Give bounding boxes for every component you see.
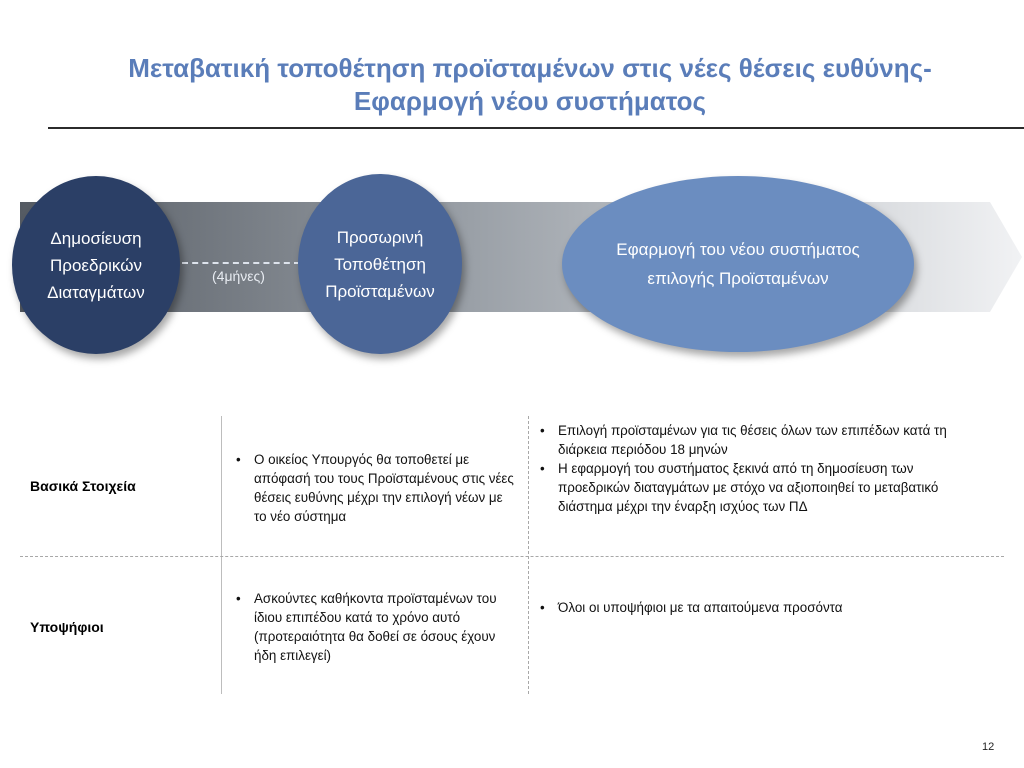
table-row-divider [20,556,1004,557]
connector-dashed-line [182,262,300,264]
step-1-line-3: Διαταγμάτων [47,282,145,302]
step-2-line-2: Τοποθέτηση [334,254,426,274]
slide-title-line-1: Μεταβατική τοποθέτηση προϊσταμένων στις νέες θέσεις ευθύνης- [128,53,932,83]
step-temporary-placement-circle [298,174,462,354]
list-item: • Επιλογή προϊσταμένων για τις θέσεις όλων των επιπέδων κατά τη διάρκεια περιόδου 18 μηνών [536,421,981,459]
list-item: • Όλοι οι υποψήφιοι με τα απαιτούμενα προσόντα [536,598,981,617]
row-label-candidates: Υποψήφιοι [30,619,104,635]
step-publication-circle [12,176,180,354]
step-2-line-3: Προϊσταμένων [325,281,435,301]
cell-candidates-temporary [232,589,517,665]
list-item: • Ο οικείος Υπουργός θα τοποθετεί με απόφασή του τους Προϊσταμένους στις νέες θέσεις ευθύνης μέχρι την επιλογή νέων με το νέο σύστημα [232,450,517,526]
row-label-basic-info: Βασικά Στοιχεία [30,478,136,494]
step-1-line-1: Δημοσίευση [50,228,142,248]
cell-basic-info-new-system [536,421,981,516]
cell-basic-info-temporary [232,450,517,526]
step-3-line-2: επιλογής Προϊσταμένων [647,269,829,288]
step-2-line-1: Προσωρινή [336,227,424,247]
page-number: 12 [982,741,995,753]
table-column-divider [221,416,222,694]
duration-label: (4μήνες) [212,268,265,284]
step-new-system-ellipse [562,176,914,352]
table-column-divider [528,416,529,694]
cell-candidates-new-system [536,598,981,617]
list-item: • Η εφαρμογή του συστήματος ξεκινά από τη δημοσίευση των προεδρικών διαταγμάτων με στόχο να αξιοποιηθεί το μεταβατικό διάστημα μέχρι την έναρξη ισχύος των ΠΔ [536,459,981,516]
step-1-line-2: Προεδρικών [50,255,142,275]
step-3-line-1: Εφαρμογή του νέου συστήματος [616,240,860,259]
slide-title-line-2: Εφαρμογή νέου συστήματος [353,86,707,116]
list-item: • Ασκούντες καθήκοντα προϊσταμένων του ίδιου επιπέδου κατά το χρόνο αυτό (προτεραιότητα θα δοθεί σε όσους έχουν ήδη επιλεγεί) [232,589,517,665]
